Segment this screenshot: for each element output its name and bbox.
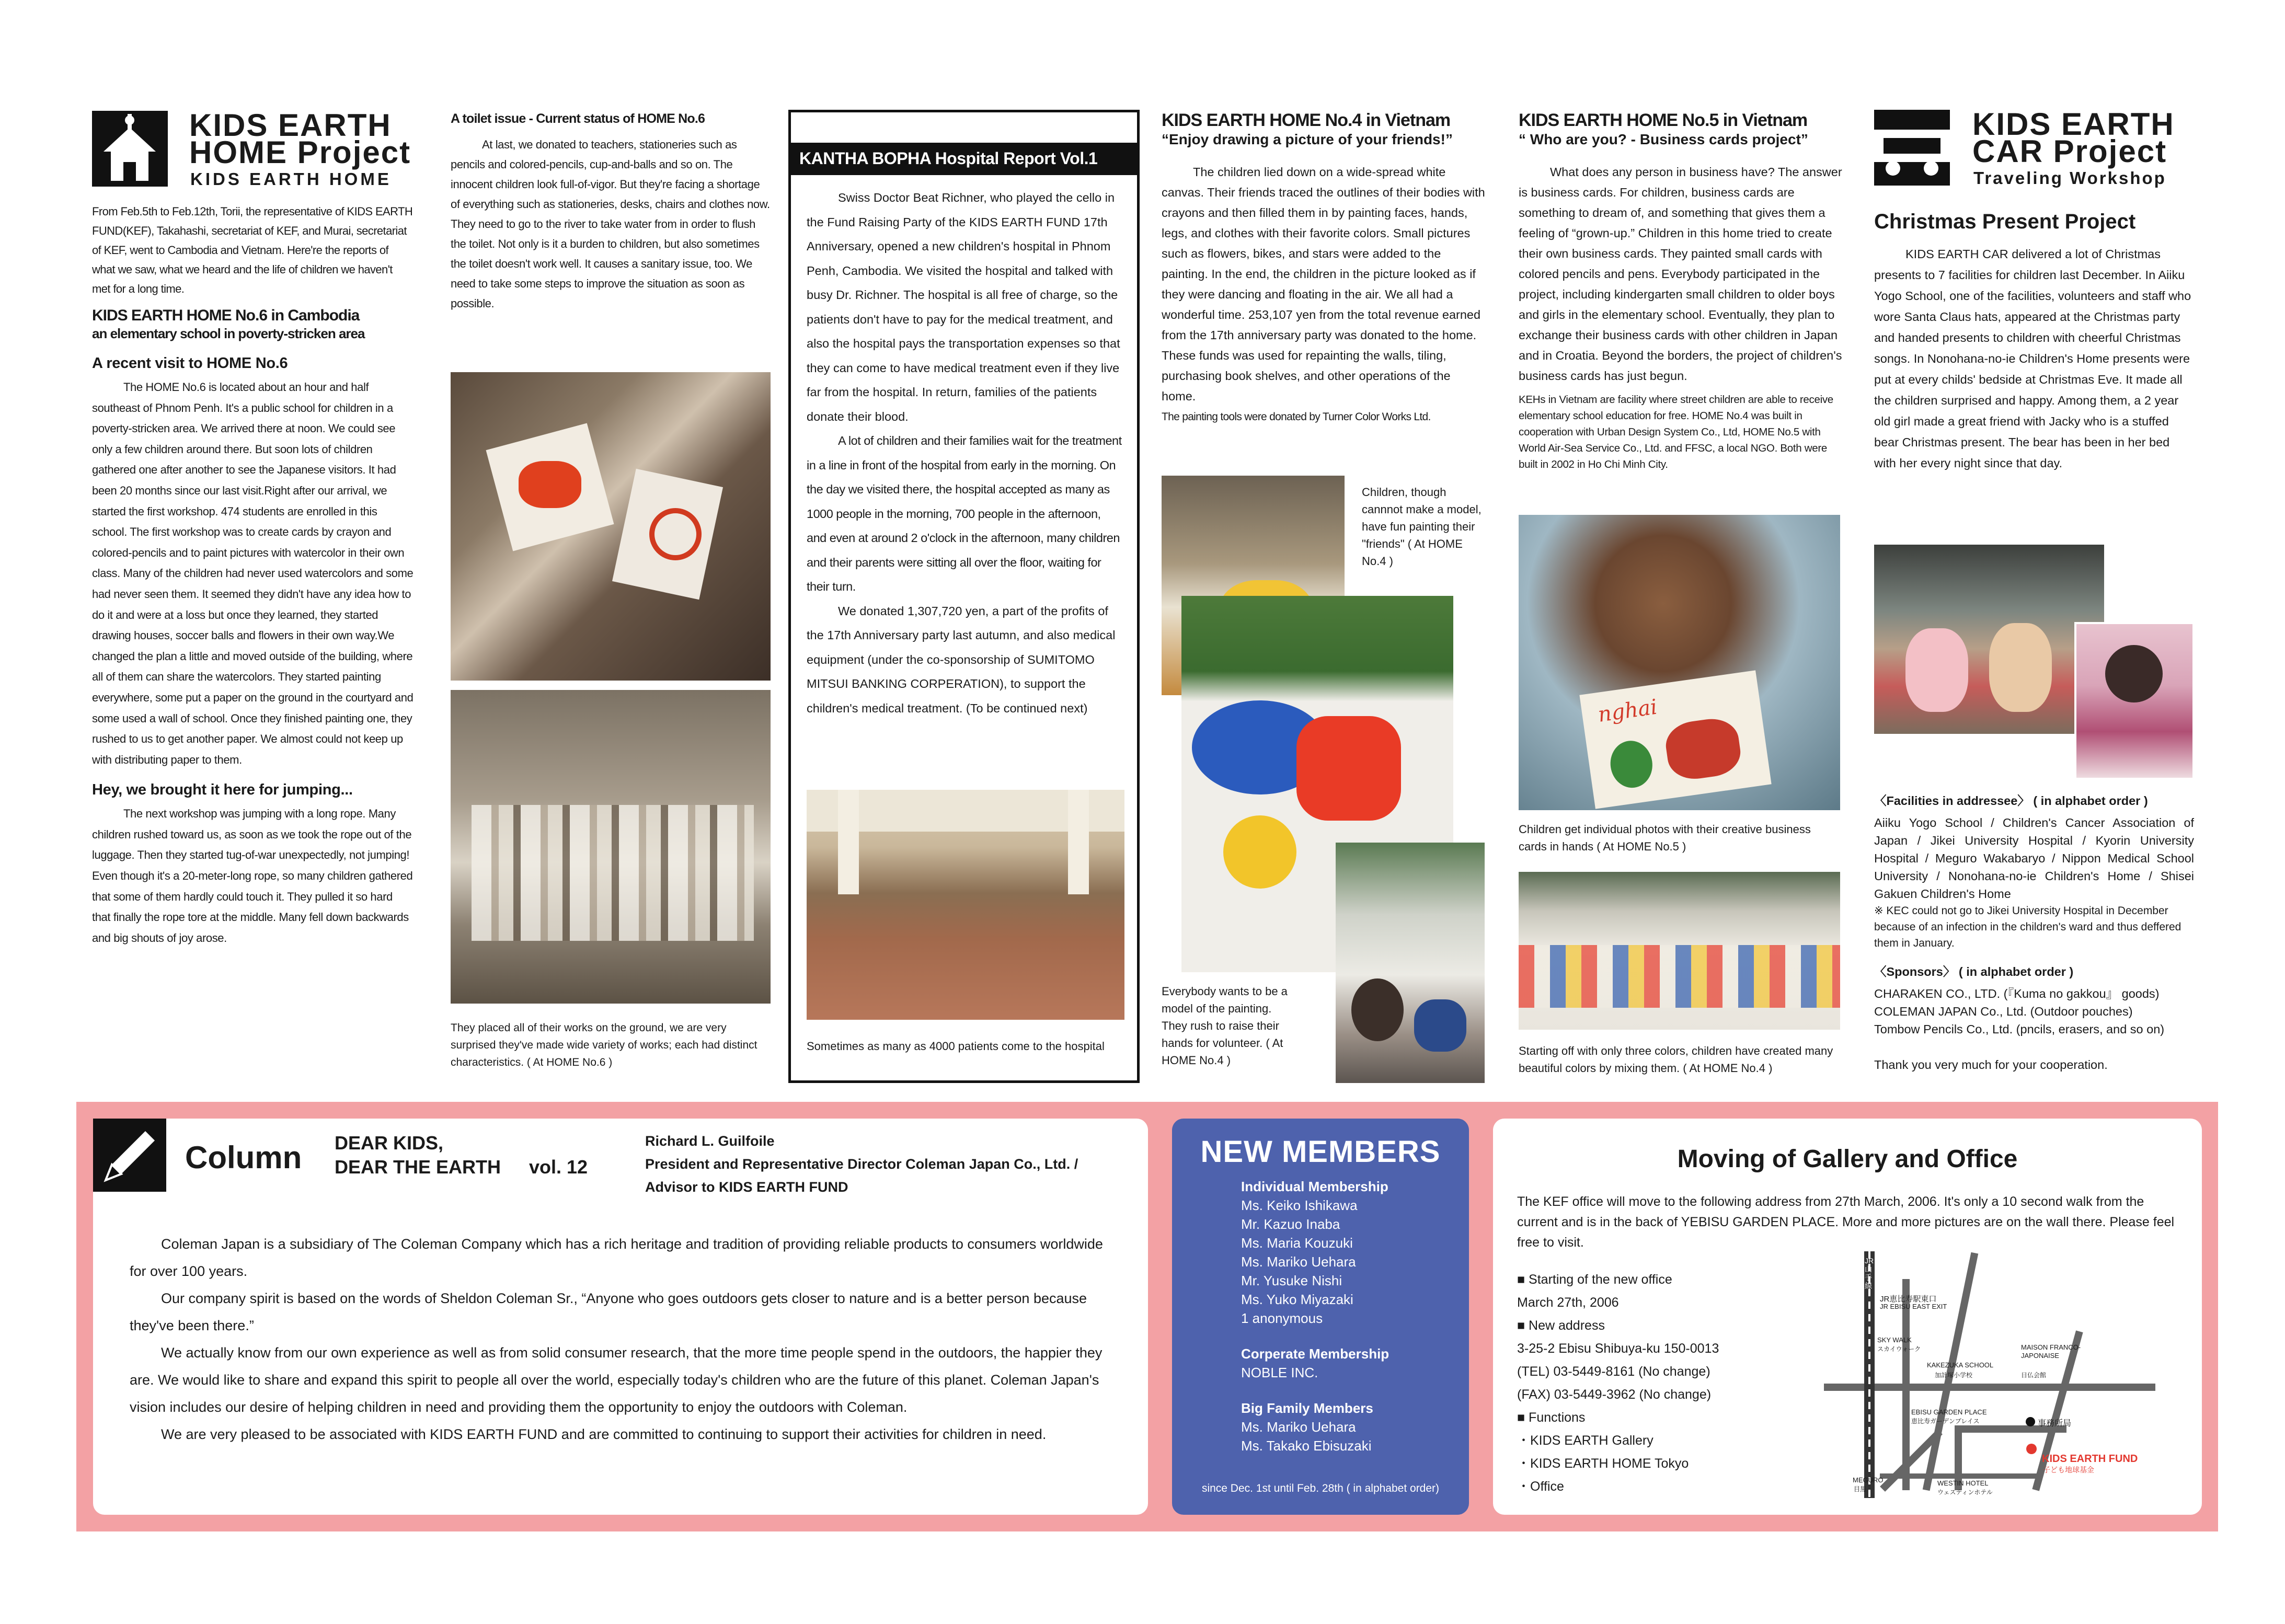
member-4: Ms. Mariko Uehara (1241, 1254, 1356, 1270)
column-para-1: Coleman Japan is a subsidiary of The Coleman Company which has a rich heritage and tradition of providing reliable products to consumers worldwide for over 100 years. (130, 1236, 1103, 1279)
home6-heading: KIDS EARTH HOME No.6 in Cambodia (92, 307, 360, 324)
home4-subtitle: “Enjoy drawing a picture of your friends!” (1162, 131, 1453, 147)
individual-heading: Individual Membership (1241, 1179, 1388, 1194)
column-series-2: DEAR THE EARTH (335, 1156, 501, 1178)
moving-item-9: ・KIDS EARTH HOME Tokyo (1517, 1456, 1689, 1471)
home4-para: The children lied down on a wide-spread white canvas. Their friends traced the outlines of their bodies with crayons and then filled them in by painting faces, hands, legs, and clothes with their favorite colors. Small pictures such as flowers, bikes, and stars were added to the painting. In the end, the children in the picture looked as if they were dancing and floating in the air. We all had a wonderful time. 253,107 yen from the total revenue earned from the 17th anniversary party was donated to the home. These funds was used for repainting the walls, tiling, purchasing book shelves, and other operations of the home. (1162, 165, 1485, 403)
facilities-note: ※ KEC could not go to Jikei University Hospital in December because of an infection in the children's ward and thus deffered them in January. (1874, 905, 2181, 949)
home5-caption2: Starting off with only three colors, children have created many beautiful colors by mixing them. ( At HOME No.4 ) (1519, 1044, 1833, 1075)
moving-item-3: ■ New address (1517, 1318, 1605, 1333)
jumping-heading: Hey, we brought it here for jumping... (92, 781, 353, 799)
kantha-para2: A lot of children and their families wait for the treatment in a line in front of the hospital from early in the morning. On the day we visited there, the hospital accepted as many as 1000 people in the morning, 700 people in the afternoon, and even at around 2 o'clock in the afternoon, many children and their parents were sitting all over the floor, waiting for their turn. (807, 434, 1122, 593)
map-meguro: MEGURO (1853, 1476, 1884, 1484)
home6-para2: The next workshop was jumping with a long rope. Many children rushed toward us, as soon as we took the rope out of the luggage. Then they started tug-of-war unexpectedly, not jumping! Even though it's a 20-meter-long rope, so many children gathered that some of them hardly could touch it. They pulled it so hard that finally the rope tore at the middle. Many fell down backwards and big shouts of joy arose. (92, 807, 413, 945)
car-project-logo (1874, 107, 2198, 188)
home5-note: KEHs in Vietnam are facility where street children are able to receive elementary school education for free. HOME No.4 was built in cooperation with Urban Design System Co., Ltd, HOME No.5 with World Air-Sea Service Co., Ltd. and FFSC, a local NGO. Both were built in 2002 in Ho Chi Minh City. (1519, 394, 1833, 470)
kantha-caption: Sometimes as many as 4000 patients come to the hospital (807, 1040, 1105, 1053)
member-1: Ms. Keiko Ishikawa (1241, 1197, 1358, 1213)
sponsor-3: Tombow Pencils Co., Ltd. (pncils, erasers, and so on) (1874, 1022, 2165, 1036)
home4-caption1: Children, though cannnot make a model, have fun painting their "friends" ( At HOME No.4 ) (1362, 486, 1482, 568)
new-members-title: NEW MEMBERS (1200, 1135, 1441, 1169)
column-para-3: We actually know from our own experience as well as from solid consumer research, that the more time people spend in the outdoors, the happier they are. We would like to share and expand this spirit to people all over the world, especially today's children who are the future of this planet. Coleman Japan's vision includes our desire of helping children in need and providing them the opportunity to enjoy the outdoors with Coleman. (130, 1345, 1103, 1415)
car-icon (1874, 110, 1950, 186)
toilet-para: At last, we donated to teachers, stationeries such as pencils and colored-pencils, cup-and-balls and so on. The innocent children look full-of-vigor. But they're facing a shortage of everything such as stationeries, desks, chairs and clothes now. They need to go to the river to take water from in order to flush the toilet. Not only is it a burden to children, but also sometimes the toilet doesn't work well. It causes a sanitary issue, too. We need to take some steps to improve the situation as soon as possible. (451, 138, 770, 310)
moving-item-8: ・KIDS EARTH Gallery (1517, 1433, 1654, 1448)
facilities-list: Aiiku Yogo School / Children's Cancer Association of Japan / Jikei University Hospital / Kyorin University Hospital / Meguro Wakabaryo / Nippon Medical School University / Nonohana-no-ie Children's Home / Shisei Gakuen Children's Home (1874, 816, 2194, 901)
map-garden: EBISU GARDEN PLACE (1911, 1408, 1987, 1416)
column-body (130, 1230, 1112, 1448)
map-office-jp: 事務所局 (2038, 1419, 2072, 1428)
column-vol: vol. 12 (529, 1156, 588, 1178)
toilet-heading: A toilet issue - Current status of HOME No.6 (451, 111, 705, 126)
intro-text: From Feb.5th to Feb.12th, Torii, the representative of KIDS EARTH FUND(KEF), Takahashi, secretariat of KEF, and Murai, secretariat of KEF, went to Cambodia and Vietnam. Here're the reports of what we saw, what we heard and the life of children we haven't met for a long time. (92, 205, 413, 295)
photo-group-mural (1519, 872, 1840, 1030)
member-5: Mr. Yusuke Nishi (1241, 1273, 1342, 1288)
member-2: Mr. Kazuo Inaba (1241, 1216, 1340, 1232)
home4-title: KIDS EARTH HOME No.4 in Vietnam (1162, 110, 1451, 130)
moving-details (1517, 1268, 1719, 1498)
map-school-jp: 加計塚小学校 (1935, 1372, 1973, 1379)
member-7: 1 anonymous (1241, 1310, 1323, 1326)
column-author-title-2: Advisor to KIDS EARTH FUND (645, 1179, 848, 1195)
recent-visit-heading: A recent visit to HOME No.6 (92, 355, 288, 372)
moving-title: Moving of Gallery and Office (1677, 1145, 2018, 1173)
pen-icon (93, 1119, 166, 1192)
sponsor-1: CHARAKEN CO., LTD. (『Kuma no gakkou』 goods) (1874, 987, 2160, 1000)
kantha-para1: Swiss Doctor Beat Richner, who played the cello in the Fund Raising Party of the KIDS EARTH FUND 17th Anniversary, opened a new children's hospital in Phnom Penh, Cambodia. We visited the hospital and talked with busy Dr. Richner. The hospital is all free of charge, so the patients don't have to pay for the medical treatment, and also the hospital pays the transportation expenses so that they can come to have medical treatment even if they live far from the hospital. In return, families of the patients donate their blood. (807, 191, 1120, 423)
members-footnote: since Dec. 1st until Feb. 28th ( in alphabet order) (1201, 1482, 1440, 1494)
map-skywalk-jp: スカイウォーク (1877, 1345, 1921, 1353)
kantha-para3: We donated 1,307,720 yen, a part of the profits of the 17th Anniversary party last autumn, and also medical equipment (under the co-sponsorship of SUMITOMO MITSUI BANKING CORPERATION), to support the children's medical treatment. (To be continued next) (807, 604, 1116, 715)
home-logo-title-2: HOME Project (189, 135, 411, 170)
moving-item-1: ■ Starting of the new office (1517, 1272, 1672, 1287)
family-member-1: Ms. Mariko Uehara (1241, 1419, 1356, 1435)
map-kef-jp: 子ども地球基金 (2043, 1466, 2094, 1474)
home4-caption2: Everybody wants to be a model of the painting. They rush to raise their hands for volunteer. ( At HOME No.4 ) (1162, 985, 1288, 1067)
map-station: JR恵比寿駅東口 (1880, 1295, 1937, 1304)
car-logo-title-2: CAR Project (1972, 134, 2167, 169)
map-station-en: JR EBISU EAST EXIT (1880, 1303, 1947, 1310)
car-logo-subtitle: Traveling Workshop (1973, 168, 2166, 188)
house-icon (92, 111, 168, 187)
moving-item-2: March 27th, 2006 (1517, 1295, 1619, 1310)
map-garden-jp: 恵比寿ガーデンプレイス (1911, 1418, 1980, 1425)
home5-subtitle: “ Who are you? - Business cards project” (1519, 131, 1808, 147)
column-author: Richard L. Guilfoile (645, 1133, 775, 1149)
home-logo-subtitle: KIDS EARTH HOME (190, 169, 392, 189)
photo-children-crowd (451, 690, 771, 1004)
map-westin-jp: ウェスティンホテル (1937, 1489, 1993, 1496)
sponsor-2: COLEMAN JAPAN Co., Ltd. (Outdoor pouches) (1874, 1005, 2133, 1018)
home-logo-title-1: KIDS EARTH (189, 108, 392, 143)
home6-para1: The HOME No.6 is located about an hour and half southeast of Phnom Penh. It's a public school for children in a poverty-stricken area. We arrived there at noon. We could see only a few children around there. But soon lots of children gathered one after another to see the Japanese visitors. It had been 20 months since our last visit.Right after our arrival, we started the first workshop. 474 students are enrolled in this school. The first workshop was to create cards by crayon and colored-pencils and to paint pictures with watercolor in their own class. Many of the children had never used watercolors and some had never seen them. It seemed they didn't have any idea how to do it and were at a loss but once they learned, they started drawing houses, soccer balls and flowers in their own way.We changed the plan a little and moved outside of the building, where all of them can share the watercolors. They started painting everywhere, some put a paper on the ground in the courtyard and some used a wall of school. Once they finished painting one, they rushed to us to get another paper. We almost could not keep up with distributing paper to them. (92, 381, 414, 766)
column-panel (93, 1119, 1148, 1515)
kantha-text (807, 186, 1123, 720)
car-lists (1874, 792, 2194, 1074)
family-heading: Big Family Members (1241, 1400, 1373, 1416)
christmas-heading: Christmas Present Project (1874, 210, 2136, 233)
photo-christmas-girls (1874, 545, 2104, 734)
car-logo-title-1: KIDS EARTH (1972, 107, 2175, 142)
column-label: Column (185, 1140, 302, 1175)
column-para-4: We are very pleased to be associated with KIDS EARTH FUND and are committed to continuing to support their activities for children in need. (161, 1426, 1047, 1442)
column-home5 (1519, 110, 1843, 473)
facilities-heading: 〈Facilities in addressee〉 ( in alphabet order ) (1874, 794, 2148, 808)
moving-panel (1493, 1119, 2202, 1515)
members-list (1241, 1177, 1389, 1455)
home5-title: KIDS EARTH HOME No.5 in Vietnam (1519, 110, 1808, 130)
christmas-para: KIDS EARTH CAR delivered a lot of Christmas presents to 7 facilities for children last December. In Aiiku Yogo School, one of the facilities, volunteers and staff who wore Santa Claus hats, appeared at the Christmas party and handed presents to children with cheerful Christmas songs. In Nonohana-no-ie Children's Home presents were put at every childs' bedside at Christmas Eve. It made all the children surprised and happy. Among them, a 2 year old girl made a great friend with Jacky who is a stuffed bear Christmas present. The bear has been in her bed with her every night since that day. (1874, 247, 2191, 470)
home4-note: The painting tools were donated by Turner Color Works Ltd. (1162, 411, 1431, 423)
kantha-title-bar (791, 143, 1137, 175)
family-member-2: Ms. Takako Ebisuzaki (1241, 1438, 1372, 1454)
map-jr-line: JR山手線 (1865, 1257, 1874, 1290)
map-maison: MAISON FRANCO-JAPONAISE (2021, 1343, 2081, 1360)
map-school: KAKEZUKA SCHOOL (1927, 1361, 1994, 1369)
sponsors-heading: 〈Sponsors〉 ( in alphabet order ) (1874, 965, 2074, 978)
moving-item-5: (TEL) 03-5449-8161 (No change) (1517, 1364, 1710, 1379)
new-members-panel (1172, 1119, 1469, 1515)
business-card-text: nghai (1596, 695, 1659, 727)
kantha-title: KANTHA BOPHA Hospital Report Vol.1 (799, 149, 1098, 168)
moving-intro: The KEF office will move to the following address from 27th March, 2006. It's only a 10 second walk from the current and is in the back of YEBISU GARDEN PLACE. More and more pictures are on the wall there. Please feel free to visit. (1517, 1194, 2175, 1250)
column-series-1: DEAR KIDS, (335, 1132, 444, 1154)
home6-subheading: an elementary school in poverty-stricken area (92, 326, 365, 341)
column-car (1874, 211, 2194, 474)
column-home6 (92, 202, 414, 948)
map-meguro-jp: 目黒 (1854, 1485, 1867, 1493)
column-home4 (1162, 110, 1486, 427)
location-map (1817, 1251, 2162, 1498)
toilet-caption: They placed all of their works on the ground, we are very surprised they've made wide variety of works; each had distinct characteristics. ( At HOME No.6 ) (451, 1022, 757, 1068)
home-project-logo (92, 108, 427, 189)
column-author-title-1: President and Representative Director Coleman Japan Co., Ltd. / (645, 1156, 1078, 1172)
member-6: Ms. Yuko Miyazaki (1241, 1292, 1353, 1307)
home5-caption1: Children get individual photos with their creative business cards in hands ( At HOME No.5 ) (1519, 823, 1811, 853)
corporate-member: NOBLE INC. (1241, 1365, 1318, 1380)
map-skywalk: SKY WALK (1877, 1336, 1912, 1344)
moving-item-10: ・Office (1517, 1479, 1564, 1494)
photo-christmas-doll (2074, 622, 2195, 780)
kantha-bopha-box (788, 110, 1140, 1083)
map-maison-jp: 日仏会館 (2021, 1372, 2047, 1379)
map-kef: KIDS EARTH FUND (2042, 1453, 2138, 1465)
photo-hospital-waiting (807, 790, 1124, 1020)
corporate-heading: Corperate Membership (1241, 1346, 1390, 1362)
photo-boy-business-card (1519, 515, 1840, 810)
column-toilet (451, 110, 771, 314)
home5-para: What does any person in business have? The answer is business cards. For children, business cards are something to dream of, and something that gives them a feeling of “grown-up.” Children in this home tried to create their own business cards. They painted small cards with colored pencils and pens. Everybody participated in the project, including kindergarten small children to older boys and girls in the elementary school. Eventually, they plan to exchange their business cards with other children in Japan and in Croatia. Beyond the borders, the project of children's business cards has just begun. (1519, 165, 1842, 383)
column-para-2: Our company spirit is based on the words of Sheldon Coleman Sr., “Anyone who goes outdoors gets closer to nature and is a better person because they've been there.” (130, 1291, 1087, 1333)
moving-item-7: ■ Functions (1517, 1410, 1586, 1425)
moving-item-4: 3-25-2 Ebisu Shibuya-ku 150-0013 (1517, 1341, 1719, 1356)
thanks-text: Thank you very much for your cooperation. (1874, 1058, 2108, 1072)
photo-children-painting-floor (1336, 843, 1485, 1083)
map-westin: WESTIN HOTEL (1937, 1479, 1989, 1487)
member-3: Ms. Maria Kouzuki (1241, 1235, 1353, 1251)
photo-child-painting (451, 372, 771, 681)
moving-item-6: (FAX) 03-5449-3962 (No change) (1517, 1387, 1712, 1402)
